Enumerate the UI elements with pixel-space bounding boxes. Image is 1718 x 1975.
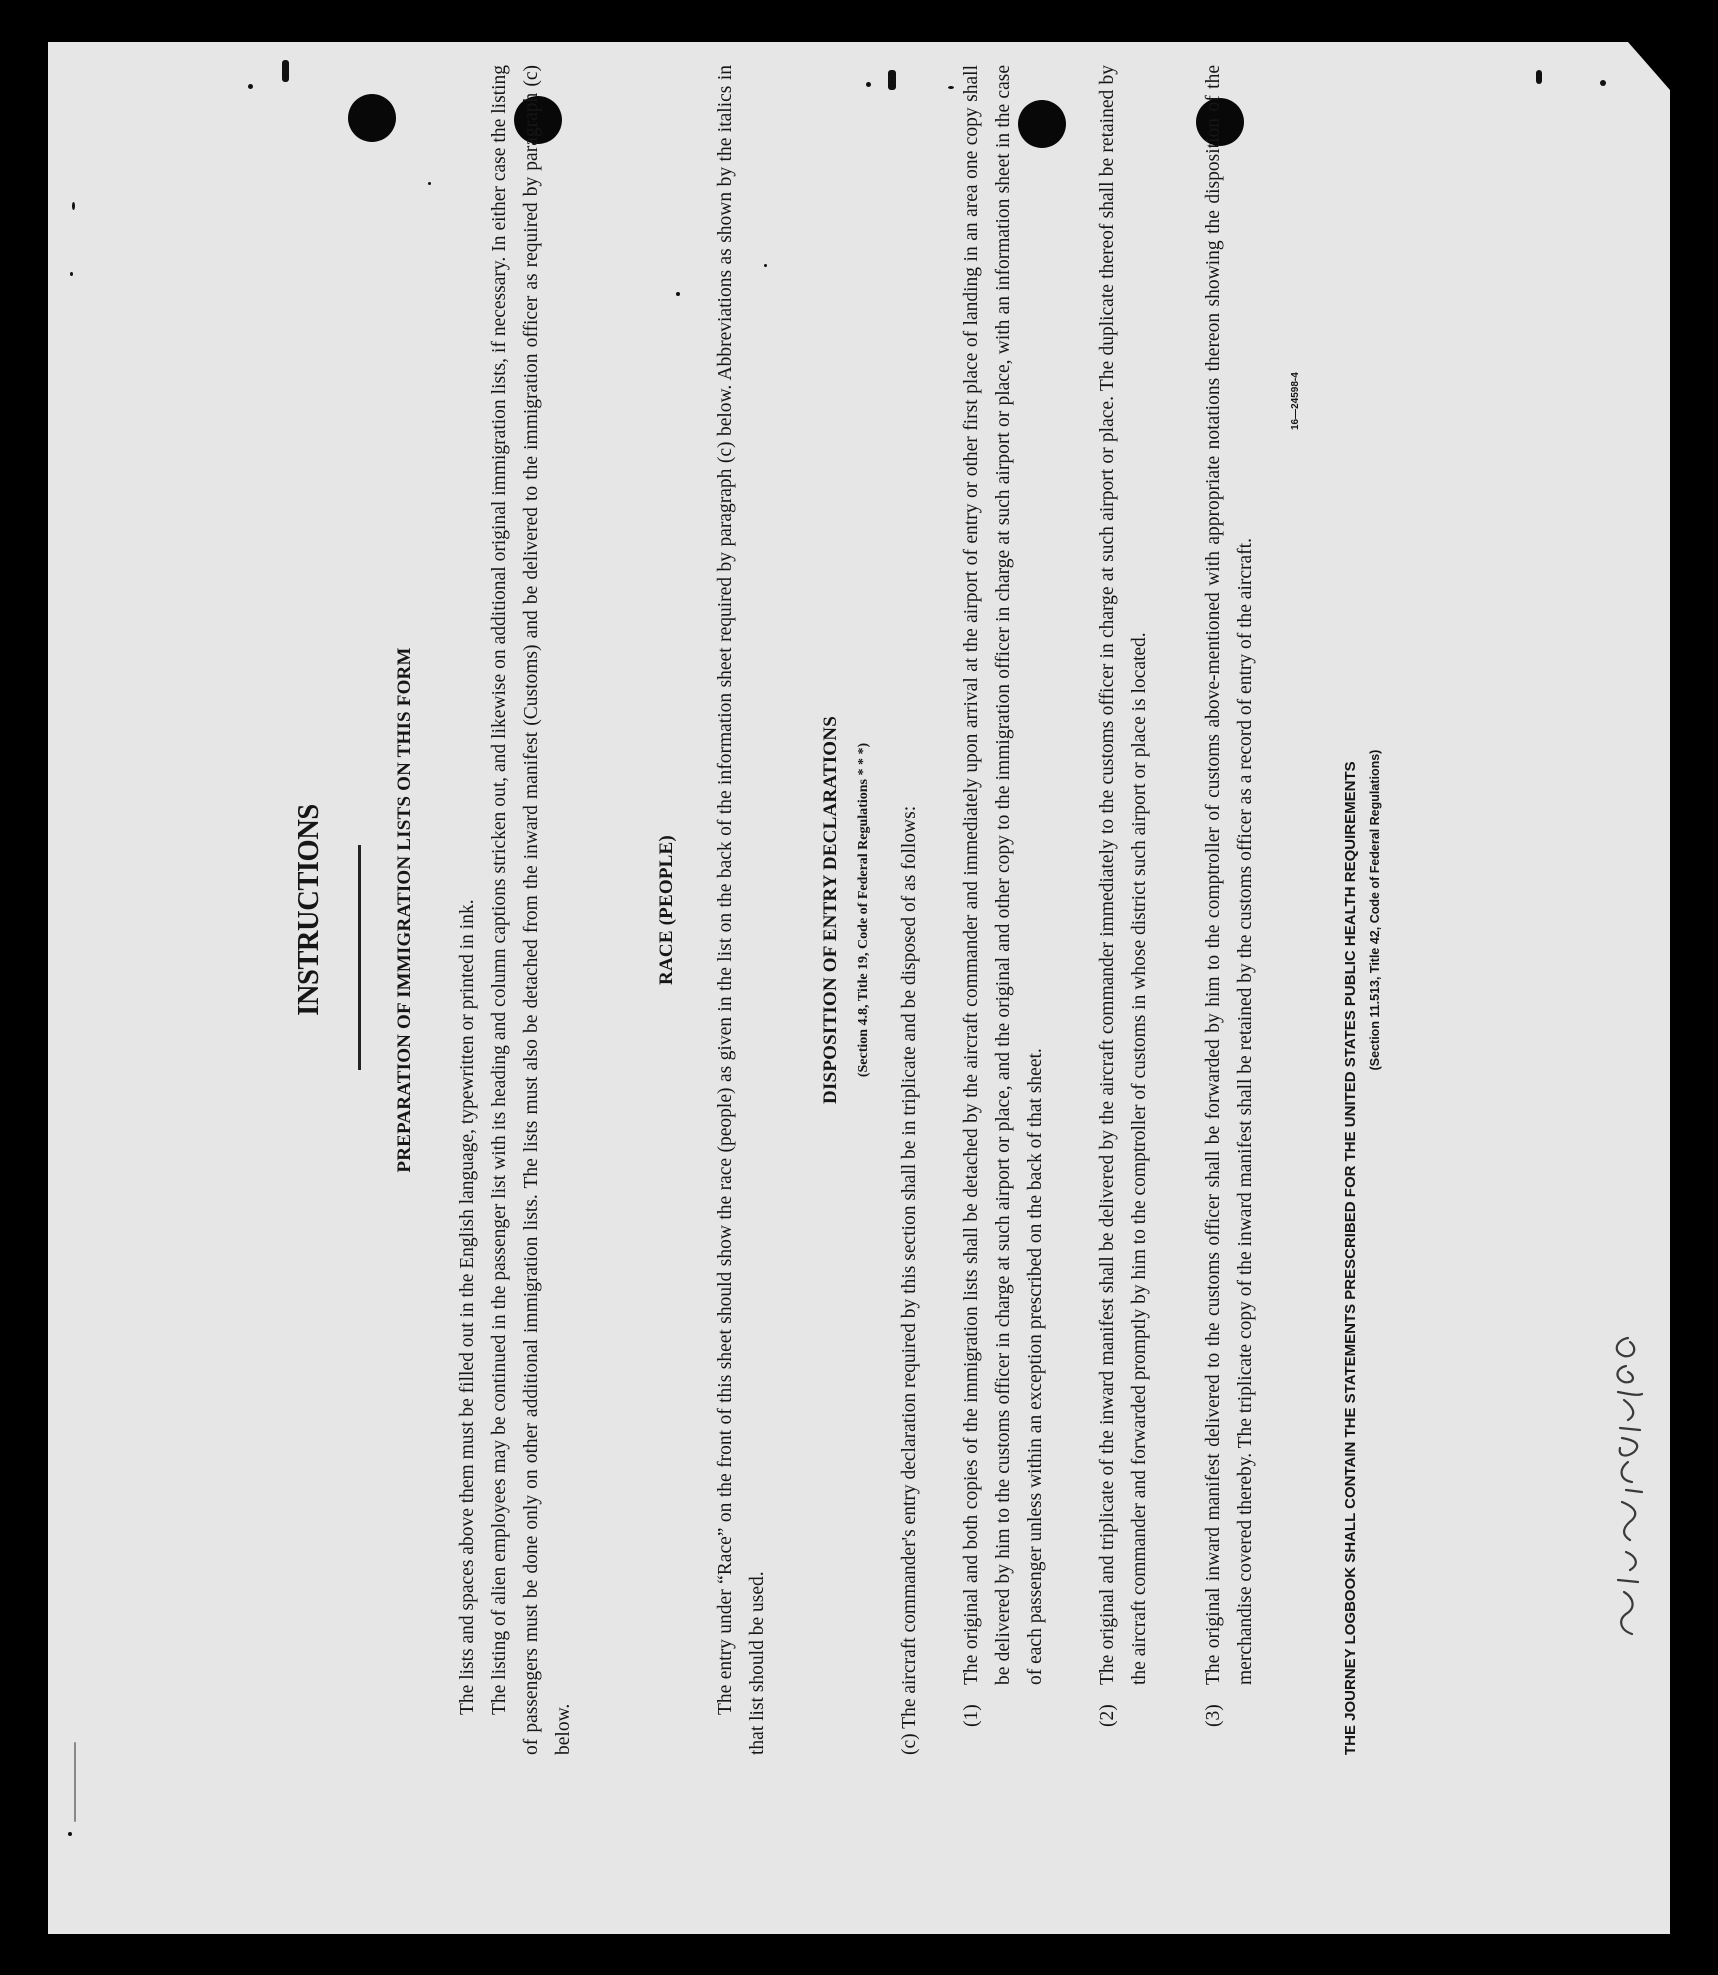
section-heading-race: RACE (PEOPLE) — [656, 835, 677, 985]
speck-mark — [70, 272, 73, 276]
speck-mark — [68, 1832, 72, 1836]
list-item-text: The original and both copies of the immigration lists shall be detached by the aircraft commander and immediately upon arrival at the airport of entry or other first place of landing in an area one copy shall be delivered by him to the customs officer in charge at such airport or place, and the original and other copy to the immigration officer in charge at such airport or place, with an information sheet in the case of each passenger unless within an exception prescribed on the back of that sheet. — [961, 65, 1046, 1685]
list-item-number: (2) — [1097, 1704, 1118, 1727]
section-heading-disposition: DISPOSITION OF ENTRY DECLARATIONS — [820, 716, 841, 1104]
paragraph-race: The entry under “Race” on the front of this sheet should show the race (people) as given in the list on the back of the information sheet required by paragraph (c) below. Abbreviations as shown by the italics in that list should be used. — [715, 65, 768, 1755]
list-item — [956, 65, 1052, 1727]
speck-mark — [1536, 70, 1542, 84]
list-item-text: The original and triplicate of the inward manifest shall be delivered by the aircraft commander immediately to the customs officer in charge at such airport or place. The duplicate thereof shall be retained by the aircraft commander and forwarded promptly by him to the comptroller of customs in whose district such airport or place is located. — [1097, 65, 1150, 1685]
page-title: INSTRUCTIONS — [290, 804, 325, 1016]
list-item — [1198, 65, 1262, 1727]
handwritten-signature — [1598, 1330, 1658, 1650]
speck-mark — [1600, 80, 1606, 86]
form-number: 16—24598-4 — [1290, 372, 1301, 430]
title-underline — [358, 845, 361, 1070]
list-item — [1092, 65, 1156, 1727]
paragraph-intro: (c) The aircraft commander's entry declaration required by this section shall be in triplicate and be disposed of as follows: — [899, 805, 920, 1755]
section-subheading-citation: (Section 4.8, Title 19, Code of Federal Regulations * * *) — [856, 742, 871, 1078]
footer-citation: (Section 11.513, Title 42, Code of Federal Regulations) — [1368, 749, 1382, 1071]
list-item-number: (3) — [1203, 1704, 1224, 1727]
paragraph-listing: The listing of alien employees may be continued in the passenger list with its heading and column captions stricken out, and likewise on additional original immigration lists, if necessary. In either case the listing of passengers must be done only on other additional immigration lists. The lists must also be detached from the inward manifest (Customs) and be delivered to the immigration officer as required by paragraph (c) below. — [489, 65, 574, 1755]
speck-mark — [282, 60, 289, 82]
speck-mark — [248, 84, 253, 89]
footer-statement: THE JOURNEY LOGBOOK SHALL CONTAIN THE STATEMENTS PRESCRIBED FOR THE UNITED STATES PUBLIC HEALTH REQUIREMENTS — [1342, 761, 1359, 1755]
speck-mark — [74, 1742, 76, 1822]
list-item-number: (1) — [961, 1704, 982, 1727]
section-heading-preparation: PREPARATION OF IMMIGRATION LISTS ON THIS FORM — [394, 647, 415, 1173]
paragraph-lists: The lists and spaces above them must be filled out in the English language, typewritten or printed in ink. — [457, 899, 478, 1715]
speck-mark — [72, 202, 75, 210]
list-item-text: The original inward manifest delivered to the customs officer shall be forwarded by him to the comptroller of customs above-mentioned with appropriate notations thereon showing the disposition of the merchandise covered thereby. The triplicate copy of the inward manifest shall be retained by the customs officer as a record of entry of the aircraft. — [1203, 65, 1256, 1685]
instructions-content — [290, 65, 1390, 1755]
